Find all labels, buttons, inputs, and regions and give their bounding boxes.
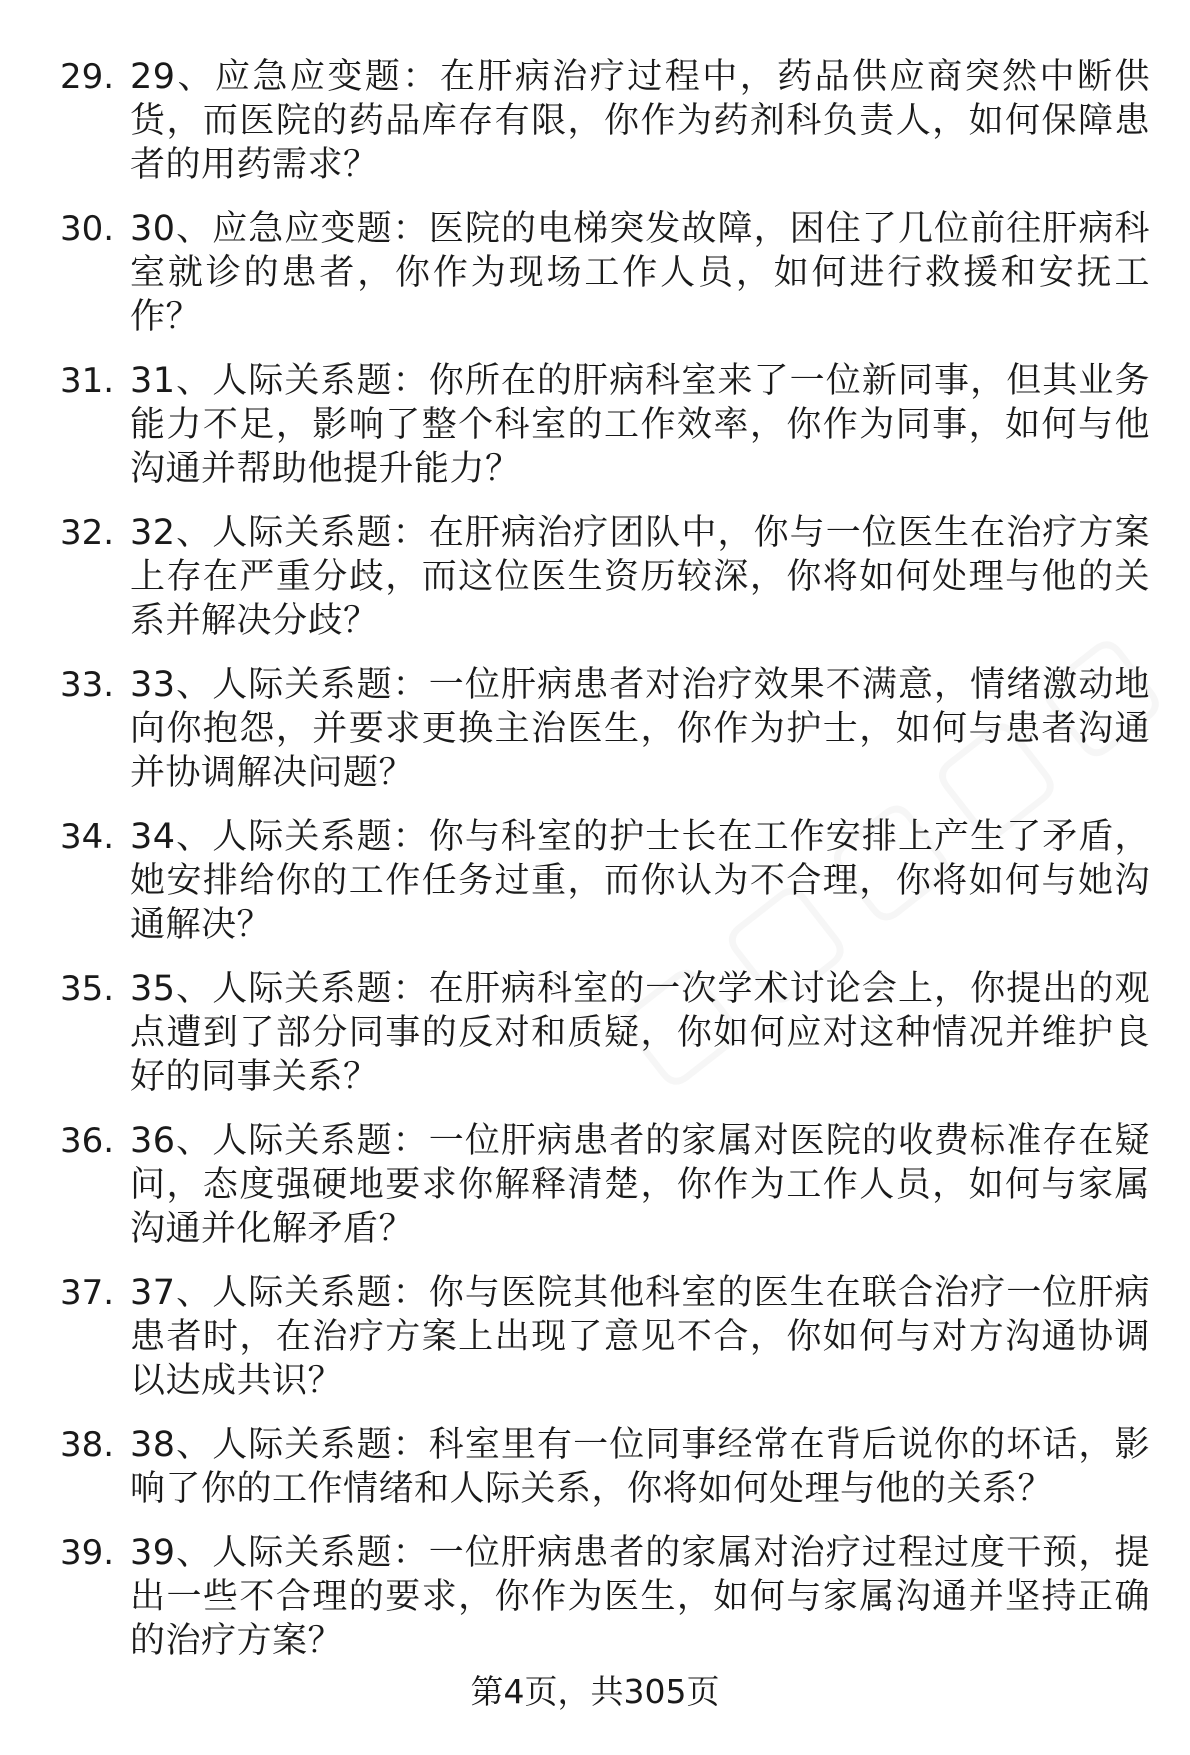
question-item <box>60 1119 1150 1251</box>
question-number: 36. <box>60 1121 115 1161</box>
question-text: 29、应急应变题：在肝病治疗过程中，药品供应商突然中断供货，而医院的药品库存有限，你作为药剂科负责人，如何保障患者的用药需求？ <box>130 57 1150 185</box>
question-number: 34. <box>60 817 115 857</box>
question-item <box>60 511 1150 643</box>
question-item <box>60 1423 1150 1511</box>
question-item <box>60 1531 1150 1663</box>
question-number: 29. <box>60 57 115 97</box>
question-number: 30. <box>60 209 115 249</box>
page-footer: 第4页，共305页 <box>470 1672 720 1711</box>
question-text: 35、人际关系题：在肝病科室的一次学术讨论会上，你提出的观点遭到了部分同事的反对和质疑，你如何应对这种情况并维护良好的同事关系？ <box>130 969 1150 1097</box>
question-number: 32. <box>60 513 115 553</box>
question-text: 31、人际关系题：你所在的肝病科室来了一位新同事，但其业务能力不足，影响了整个科室的工作效率，你作为同事，如何与他沟通并帮助他提升能力？ <box>130 361 1150 489</box>
question-text: 34、人际关系题：你与科室的护士长在工作安排上产生了矛盾，她安排给你的工作任务过重，而你认为不合理，你将如何与她沟通解决？ <box>130 817 1150 945</box>
question-item <box>60 359 1150 491</box>
question-number: 33. <box>60 665 115 705</box>
question-text: 38、人际关系题：科室里有一位同事经常在背后说你的坏话，影响了你的工作情绪和人际关系，你将如何处理与他的关系？ <box>130 1425 1150 1509</box>
question-text: 36、人际关系题：一位肝病患者的家属对医院的收费标准存在疑问，态度强硬地要求你解释清楚，你作为工作人员，如何与家属沟通并化解矛盾？ <box>130 1121 1150 1249</box>
question-number: 37. <box>60 1273 115 1313</box>
question-text: 32、人际关系题：在肝病治疗团队中，你与一位医生在治疗方案上存在严重分歧，而这位医生资历较深，你将如何处理与他的关系并解决分歧？ <box>130 513 1150 641</box>
question-text: 33、人际关系题：一位肝病患者对治疗效果不满意，情绪激动地向你抱怨，并要求更换主治医生，你作为护士，如何与患者沟通并协调解决问题？ <box>130 665 1150 793</box>
question-number: 35. <box>60 969 115 1009</box>
question-number: 39. <box>60 1533 115 1573</box>
question-list <box>60 55 1150 1683</box>
question-text: 30、应急应变题：医院的电梯突发故障，困住了几位前往肝病科室就诊的患者，你作为现场工作人员，如何进行救援和安抚工作？ <box>130 209 1150 337</box>
question-item <box>60 55 1150 187</box>
question-number: 38. <box>60 1425 115 1465</box>
question-item <box>60 1271 1150 1403</box>
question-text: 37、人际关系题：你与医院其他科室的医生在联合治疗一位肝病患者时，在治疗方案上出现了意见不合，你如何与对方沟通协调以达成共识？ <box>130 1273 1150 1401</box>
question-item <box>60 207 1150 339</box>
question-number: 31. <box>60 361 115 401</box>
question-item <box>60 663 1150 795</box>
question-item <box>60 967 1150 1099</box>
question-text: 39、人际关系题：一位肝病患者的家属对治疗过程过度干预，提出一些不合理的要求，你作为医生，如何与家属沟通并坚持正确的治疗方案？ <box>130 1533 1150 1661</box>
question-item <box>60 815 1150 947</box>
